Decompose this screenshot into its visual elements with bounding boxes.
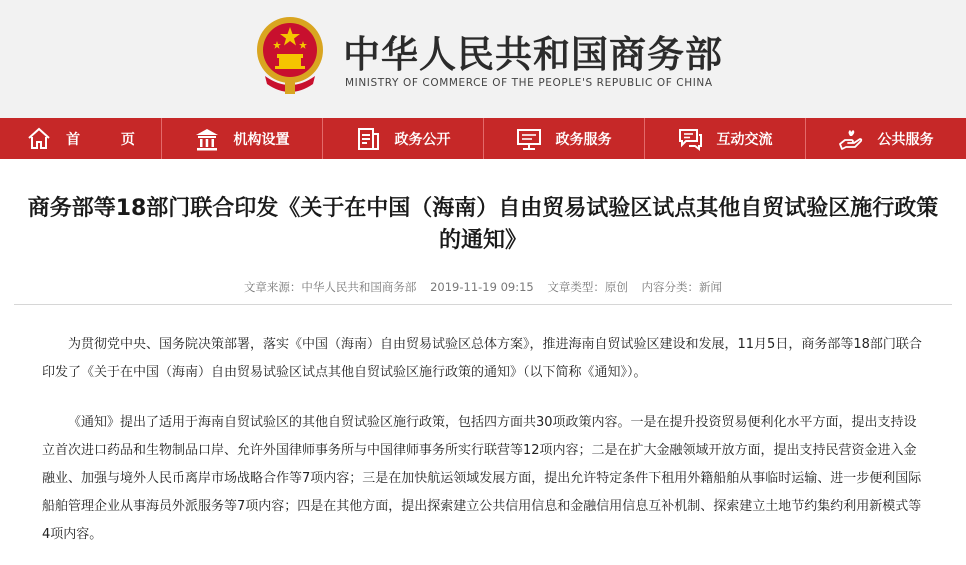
- main-nav: [0, 118, 966, 159]
- nav-item-home[interactable]: [0, 118, 161, 159]
- article-paragraph: 为贯彻党中央、国务院决策部署，落实《中国（海南）自由贸易试验区总体方案》，推进海南自贸试验区建设和发展，11月5日，商务部等18部门联合印发了《关于在中国（海南）自由贸易试验区试点其他自贸试验区施行政策的通知》（以下简称《通知》）。: [42, 337, 922, 380]
- article: [0, 193, 966, 549]
- document-icon: [355, 126, 381, 152]
- nav-label: 政务服务: [555, 131, 612, 148]
- nav-label: 互动交流: [716, 131, 773, 148]
- article-date: 2019-11-19 09:15: [430, 280, 534, 294]
- site-subtitle: MINISTRY OF COMMERCE OF THE PEOPLE'S REPUBLIC OF CHINA: [345, 77, 713, 89]
- monitor-icon: [516, 126, 542, 152]
- nav-item-organization[interactable]: [161, 118, 322, 159]
- article-title: 商务部等18部门联合印发《关于在中国（海南）自由贸易试验区试点其他自贸试验区施行政策的通知》: [27, 196, 939, 253]
- article-paragraph: 《通知》提出了适用于海南自贸试验区的其他自贸试验区施行政策，包括四方面共30项政策内容。一是在提升投资贸易便利化水平方面，提出支持设立首次进口药品和生物制品口岸、允许外国律师事务所与中国律师事务所实行联营等12项内容；二是在扩大金融领域开放方面，提出支持民营资金进入金融业、加强与境外人民币离岸市场战略合作等7项内容；三是在加快航运领域发展方面，提出允许特定条件下租用外籍船舶从事临时运输、进一步便利国际船舶管理企业从事海员外派服务等7项内容；四是在其他方面，提出探索建立公共信用信息和金融信用信息互补机制、探索建立土地节约集约利用新模式等4项内容。: [42, 415, 922, 542]
- site-title: 中华人民共和国商务部: [343, 33, 723, 76]
- home-icon: [26, 126, 52, 152]
- nav-label: 政务公开: [394, 131, 451, 148]
- article-type: 文章类型：原创: [547, 280, 628, 294]
- nav-item-gov-services[interactable]: [483, 118, 644, 159]
- nav-label: 机构设置: [233, 131, 290, 148]
- site-header: [0, 0, 966, 118]
- hand-icon: [838, 126, 864, 152]
- article-source: 文章来源：中华人民共和国商务部: [243, 280, 417, 294]
- nav-label: 首 页: [66, 131, 153, 148]
- nav-label: 公共服务: [877, 131, 934, 148]
- article-category: 内容分类：新闻: [641, 280, 723, 294]
- national-emblem-icon[interactable]: [255, 14, 325, 98]
- building-icon: [194, 126, 220, 152]
- chat-icon: [677, 126, 703, 152]
- nav-item-interaction[interactable]: [644, 118, 805, 159]
- nav-item-gov-affairs[interactable]: [322, 118, 483, 159]
- nav-item-public-services[interactable]: [805, 118, 966, 159]
- article-meta: [14, 279, 952, 305]
